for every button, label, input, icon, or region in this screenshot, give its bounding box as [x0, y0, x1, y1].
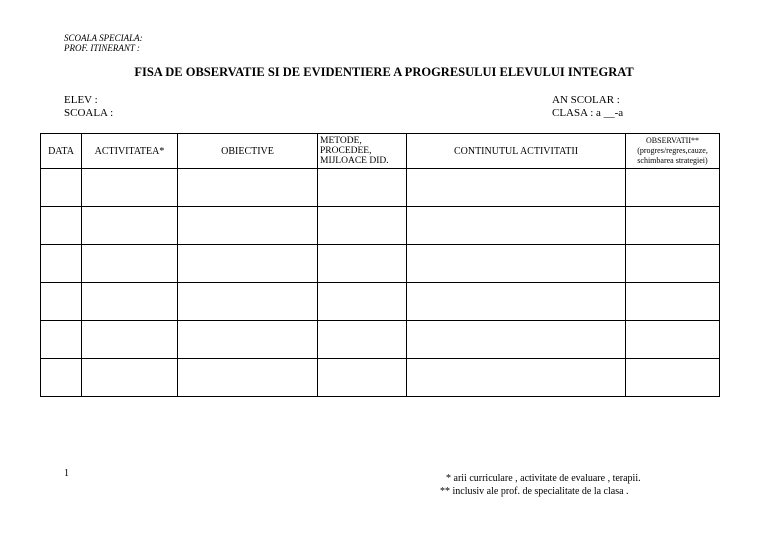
col-header-obiective: OBIECTIVE [178, 134, 318, 169]
cell-observatii[interactable] [626, 321, 720, 359]
cell-continutul[interactable] [407, 169, 626, 207]
field-elev: ELEV : [64, 94, 98, 106]
header-school: SCOALA SPECIALA: [64, 33, 143, 43]
cell-data[interactable] [41, 359, 82, 397]
cell-activitatea[interactable] [82, 245, 178, 283]
cell-data[interactable] [41, 283, 82, 321]
cell-metode[interactable] [318, 207, 407, 245]
cell-obiective[interactable] [178, 207, 318, 245]
table-row [41, 359, 720, 397]
cell-metode[interactable] [318, 321, 407, 359]
cell-activitatea[interactable] [82, 321, 178, 359]
header-teacher: PROF. ITINERANT : [64, 43, 140, 53]
page-number: 1 [64, 468, 69, 479]
cell-data[interactable] [41, 321, 82, 359]
cell-obiective[interactable] [178, 169, 318, 207]
cell-observatii[interactable] [626, 283, 720, 321]
footnote-1: * arii curriculare , activitate de evaluare , terapii. [446, 473, 641, 484]
table-row [41, 169, 720, 207]
col-header-observatii-line1: OBSERVATII** [646, 136, 699, 145]
col-header-observatii-line3: schimbarea strategiei) [637, 156, 708, 165]
cell-obiective[interactable] [178, 321, 318, 359]
col-header-metode-line3: MIJLOACE DID. [320, 156, 389, 166]
cell-obiective[interactable] [178, 245, 318, 283]
cell-metode[interactable] [318, 169, 407, 207]
col-header-activitatea: ACTIVITATEA* [82, 134, 178, 169]
cell-continutul[interactable] [407, 245, 626, 283]
cell-metode[interactable] [318, 283, 407, 321]
page-title: FISA DE OBSERVATIE SI DE EVIDENTIERE A PROGRESULUI ELEVULUI INTEGRAT [134, 65, 634, 79]
cell-metode[interactable] [318, 359, 407, 397]
field-clasa: CLASA : a __-a [552, 107, 624, 119]
cell-observatii[interactable] [626, 207, 720, 245]
cell-continutul[interactable] [407, 359, 626, 397]
cell-activitatea[interactable] [82, 283, 178, 321]
col-header-metode-line1: METODE, [320, 136, 362, 146]
cell-activitatea[interactable] [82, 169, 178, 207]
col-header-metode-line2: PROCEDEE, [320, 146, 372, 156]
cell-obiective[interactable] [178, 359, 318, 397]
field-scoala: SCOALA : [64, 107, 114, 119]
table-row [41, 207, 720, 245]
cell-activitatea[interactable] [82, 359, 178, 397]
cell-observatii[interactable] [626, 245, 720, 283]
cell-continutul[interactable] [407, 207, 626, 245]
cell-metode[interactable] [318, 245, 407, 283]
col-header-observatii [626, 134, 720, 169]
cell-activitatea[interactable] [82, 207, 178, 245]
col-header-metode [318, 134, 407, 169]
cell-data[interactable] [41, 245, 82, 283]
col-header-continutul: CONTINUTUL ACTIVITATII [407, 134, 626, 169]
col-header-data: DATA [41, 134, 82, 169]
table-row [41, 283, 720, 321]
cell-observatii[interactable] [626, 169, 720, 207]
table-header-row [41, 134, 720, 169]
cell-continutul[interactable] [407, 321, 626, 359]
cell-obiective[interactable] [178, 283, 318, 321]
cell-data[interactable] [41, 207, 82, 245]
cell-data[interactable] [41, 169, 82, 207]
observation-table [40, 133, 720, 397]
footnote-2: ** inclusiv ale prof. de specialitate de la clasa . [440, 486, 629, 497]
col-header-observatii-line2: (progres/regres,cauze, [637, 146, 708, 155]
table-row [41, 321, 720, 359]
cell-observatii[interactable] [626, 359, 720, 397]
table-row [41, 245, 720, 283]
field-an-scolar: AN SCOLAR : [552, 94, 620, 106]
cell-continutul[interactable] [407, 283, 626, 321]
